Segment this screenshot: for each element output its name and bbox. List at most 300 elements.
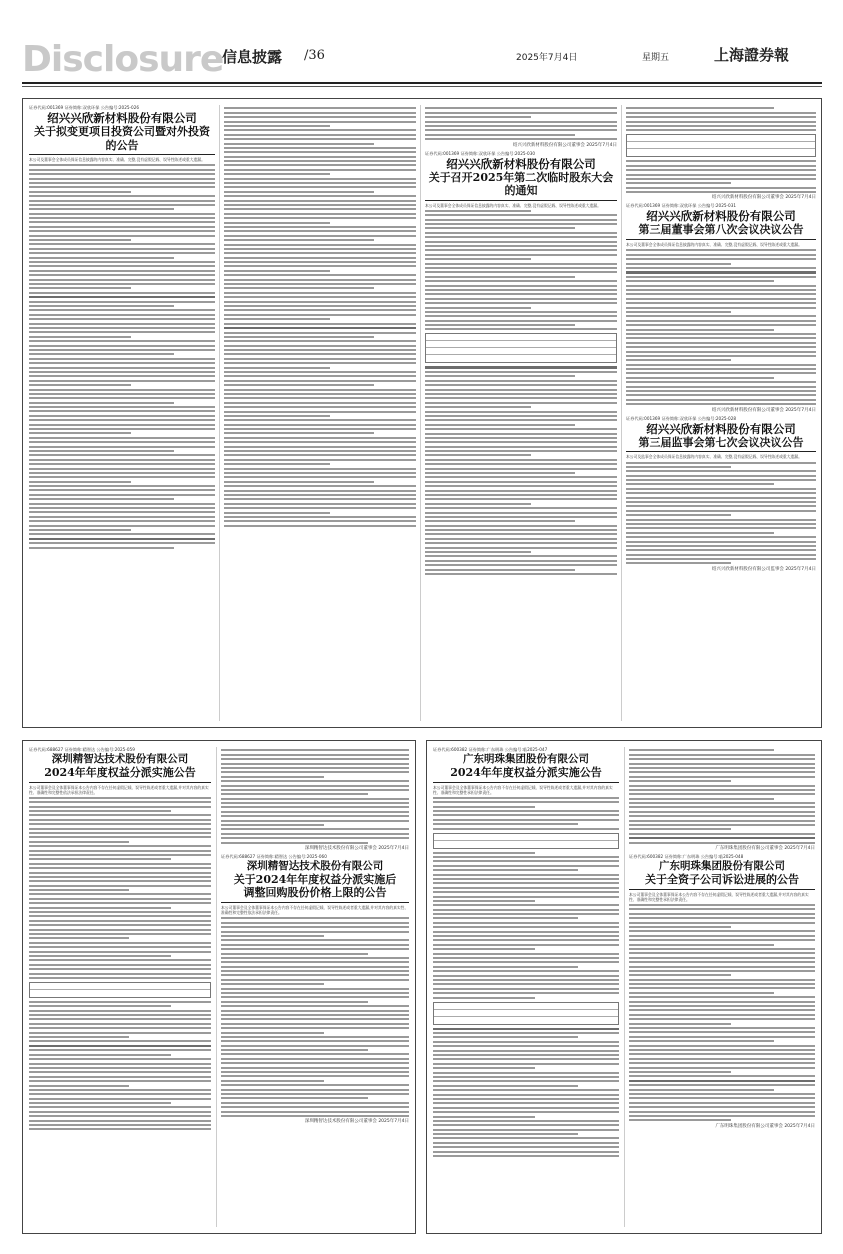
text-line — [425, 406, 531, 408]
text-line — [433, 957, 619, 959]
text-line — [629, 1084, 815, 1086]
text-line — [29, 1076, 211, 1078]
text-line — [626, 364, 816, 366]
text-line — [221, 1049, 368, 1051]
disclaimer-text: 本公司及董事会全体成员保证信息披露的内容真实、准确、完整,没有虚假记载、误导性陈述或重大遗漏。 — [626, 241, 802, 247]
text-line — [626, 394, 816, 396]
text-line — [626, 112, 816, 114]
text-line — [626, 107, 774, 109]
column-1 — [29, 105, 215, 721]
text-line — [224, 332, 416, 334]
text-line — [433, 1094, 619, 1096]
text-line — [433, 944, 619, 946]
text-line — [433, 1054, 619, 1056]
text-line — [29, 191, 131, 193]
text-line — [425, 375, 575, 377]
text-line — [221, 1093, 409, 1095]
body-text — [425, 107, 617, 140]
signature: 广东明珠集团股份有限公司董事会 2025年7月4日 — [715, 1123, 815, 1129]
text-line — [221, 824, 324, 826]
announcement-title: 关于召开2025年第二次临时股东大会的通知 — [428, 170, 614, 198]
text-line — [29, 331, 215, 333]
text-line — [221, 771, 409, 773]
text-line — [626, 462, 816, 464]
text-line — [425, 564, 617, 566]
text-line — [29, 806, 211, 808]
proxy-table — [626, 134, 816, 157]
text-line — [29, 279, 215, 281]
text-line — [221, 811, 409, 813]
text-line — [425, 320, 617, 322]
text-line — [224, 393, 416, 395]
text-line — [433, 1072, 619, 1074]
body-text — [433, 852, 619, 999]
text-line — [221, 820, 409, 822]
title-rule — [626, 239, 816, 240]
text-line — [433, 823, 578, 825]
title-rule — [425, 200, 617, 201]
text-line — [224, 516, 416, 518]
text-line — [29, 1049, 211, 1051]
announcement-block-guangdong-mingzhu — [426, 740, 822, 1234]
title-rule — [626, 451, 816, 452]
text-line — [629, 789, 815, 791]
text-line — [224, 362, 416, 364]
text-line — [224, 507, 416, 509]
text-line — [29, 243, 215, 245]
text-line — [626, 263, 731, 265]
text-line — [221, 798, 409, 800]
text-line — [433, 900, 535, 902]
text-line — [29, 1014, 211, 1016]
text-line — [626, 505, 816, 507]
text-line — [221, 1040, 409, 1042]
text-line — [29, 498, 174, 500]
title-rule — [29, 154, 215, 155]
text-line — [433, 1080, 619, 1082]
text-line — [224, 402, 416, 404]
text-line — [629, 1023, 731, 1025]
text-line — [433, 896, 619, 898]
body-text — [29, 1001, 211, 1131]
text-line — [425, 393, 617, 395]
text-line — [29, 437, 215, 439]
text-line — [425, 569, 575, 571]
text-line — [626, 386, 816, 388]
text-line — [221, 957, 409, 959]
text-line — [224, 244, 416, 246]
text-line — [425, 210, 531, 212]
text-line — [433, 1155, 619, 1157]
text-line — [221, 931, 409, 933]
text-line — [224, 287, 374, 289]
text-line — [433, 1076, 619, 1078]
text-line — [425, 542, 617, 544]
text-line — [224, 432, 374, 434]
text-line — [29, 819, 211, 821]
text-line — [425, 328, 617, 330]
text-line — [29, 353, 174, 355]
column-divider — [621, 105, 622, 721]
text-line — [29, 1058, 211, 1060]
text-line — [224, 389, 416, 391]
text-line — [433, 856, 619, 858]
body-text — [29, 164, 215, 548]
text-line — [29, 929, 211, 931]
text-line — [224, 494, 416, 496]
text-line — [224, 230, 416, 232]
text-line — [425, 245, 617, 247]
text-line — [221, 1097, 368, 1099]
text-line — [224, 125, 330, 127]
body-text — [626, 160, 816, 193]
text-line — [29, 323, 215, 325]
text-line — [221, 1036, 409, 1038]
text-line — [29, 169, 215, 171]
text-line — [29, 239, 131, 241]
text-line — [224, 476, 416, 478]
text-line — [629, 917, 815, 919]
text-line — [425, 223, 617, 225]
text-line — [629, 1045, 815, 1047]
text-line — [629, 771, 815, 773]
text-line — [433, 1129, 619, 1131]
text-line — [433, 865, 619, 867]
text-line — [629, 1058, 815, 1060]
signature: 绍兴兴欣新材料股份有限公司董事会 2025年7月4日 — [512, 142, 617, 148]
text-line — [29, 292, 215, 294]
text-line — [629, 1067, 815, 1069]
text-line — [433, 904, 619, 906]
text-line — [221, 1001, 368, 1003]
text-line — [29, 296, 215, 298]
text-line — [221, 758, 409, 760]
text-line — [224, 191, 374, 193]
text-line — [221, 763, 409, 765]
text-line — [425, 498, 617, 500]
text-line — [29, 489, 215, 491]
text-line — [425, 129, 617, 131]
text-line — [224, 186, 416, 188]
text-line — [29, 1023, 211, 1025]
text-line — [29, 1027, 211, 1029]
text-line — [224, 204, 416, 206]
text-line — [29, 182, 215, 184]
text-line — [626, 519, 816, 521]
text-line — [626, 523, 816, 525]
text-line — [29, 1010, 211, 1012]
text-line — [629, 828, 731, 830]
text-line — [221, 776, 324, 778]
text-line — [29, 1089, 211, 1091]
text-line — [224, 411, 416, 413]
text-line — [29, 1093, 211, 1095]
text-line — [29, 476, 215, 478]
text-line — [29, 459, 215, 461]
text-line — [425, 472, 575, 474]
text-line — [433, 1137, 619, 1139]
text-line — [29, 920, 211, 922]
text-line — [626, 351, 816, 353]
text-line — [224, 226, 416, 228]
text-line — [29, 1040, 211, 1042]
text-line — [425, 112, 617, 114]
signature: 绍兴兴欣新材料股份有限公司董事会 2025年7月4日 — [711, 407, 816, 413]
text-line — [29, 832, 211, 834]
text-line — [29, 533, 215, 535]
text-line — [221, 1084, 409, 1086]
text-line — [433, 939, 619, 941]
text-line — [433, 1116, 535, 1118]
disclaimer-text: 本公司董事会及全体董事保证本公告内容不存在任何虚假记载、误导性陈述或者重大遗漏,并对其内容的真实性、准确性和完整性依法承担法律责任。 — [29, 784, 209, 795]
text-line — [224, 375, 416, 377]
text-line — [425, 476, 617, 478]
text-line — [629, 806, 815, 808]
announcement-title: 第三届监事会第七次会议决议公告 — [638, 435, 804, 449]
text-line — [29, 814, 211, 816]
text-line — [29, 1054, 171, 1056]
text-line — [433, 852, 535, 854]
text-line — [425, 125, 617, 127]
text-line — [433, 819, 619, 821]
text-line — [425, 415, 617, 417]
text-line — [425, 507, 617, 509]
text-line — [29, 841, 129, 843]
text-line — [425, 437, 617, 439]
text-line — [626, 541, 816, 543]
text-line — [29, 257, 174, 259]
text-line — [629, 979, 815, 981]
text-line — [433, 988, 619, 990]
text-line — [629, 970, 815, 972]
text-line — [29, 907, 171, 909]
text-line — [626, 510, 816, 512]
text-line — [224, 270, 330, 272]
text-line — [425, 380, 617, 382]
text-line — [224, 252, 416, 254]
text-line — [29, 1063, 211, 1065]
text-line — [626, 399, 816, 401]
text-line — [433, 922, 619, 924]
text-line — [224, 151, 416, 153]
announcement-title: 关于全资子公司诉讼进展的公告 — [645, 873, 799, 887]
text-line — [29, 485, 215, 487]
header-rule — [22, 82, 822, 84]
text-line — [29, 915, 211, 917]
text-line — [29, 287, 131, 289]
text-line — [29, 885, 211, 887]
text-line — [29, 828, 211, 830]
body-text — [221, 917, 409, 1117]
text-line — [629, 811, 815, 813]
text-line — [425, 371, 617, 373]
text-line — [221, 979, 409, 981]
text-line — [433, 806, 535, 808]
text-line — [629, 908, 815, 910]
text-line — [224, 490, 416, 492]
text-line — [425, 459, 617, 461]
text-line — [224, 358, 416, 360]
text-line — [224, 274, 416, 276]
text-line — [29, 1032, 211, 1034]
text-line — [221, 828, 409, 830]
text-line — [29, 164, 215, 166]
text-line — [626, 307, 816, 309]
text-line — [629, 987, 815, 989]
text-line — [221, 1005, 409, 1007]
text-line — [425, 389, 617, 391]
text-line — [629, 974, 731, 976]
text-line — [29, 274, 215, 276]
announcement-title: 关于拟变更项目投资公司暨对外投资的公告 — [34, 125, 210, 152]
text-line — [626, 121, 816, 123]
text-line — [221, 1010, 409, 1012]
text-line — [29, 516, 215, 518]
text-line — [221, 785, 409, 787]
text-line — [224, 129, 416, 131]
text-line — [29, 384, 131, 386]
disclaimer-text: 本公司及监事会全体成员保证信息披露的内容真实、准确、完整,没有虚假记载、误导性陈述或重大遗漏。 — [626, 454, 802, 460]
text-line — [433, 1050, 619, 1052]
text-line — [629, 904, 815, 906]
text-line — [29, 424, 215, 426]
text-line — [626, 311, 731, 313]
text-line — [433, 1120, 619, 1122]
company-name: 广东明珠集团股份有限公司 — [463, 753, 589, 765]
text-line — [425, 463, 617, 465]
body-text — [224, 107, 416, 526]
text-line — [29, 836, 211, 838]
announcement-title: 关于2024年年度权益分派实施后 — [233, 872, 397, 886]
text-line — [425, 419, 617, 421]
text-line — [221, 1053, 409, 1055]
text-line — [29, 924, 211, 926]
announcement-meta: 证券代码:688627 证券简称:精智达 公告编号:2025-059 — [29, 747, 135, 752]
text-line — [224, 345, 416, 347]
text-line — [425, 551, 531, 553]
text-line — [224, 239, 374, 241]
title-rule — [221, 902, 409, 903]
text-line — [29, 204, 215, 206]
text-line — [626, 329, 774, 331]
text-line — [425, 441, 617, 443]
text-line — [29, 380, 215, 382]
announcement-block-xingxin — [22, 98, 822, 728]
text-line — [433, 1032, 619, 1034]
section-title: 信息披露 — [222, 48, 283, 66]
announcement-meta: 证券代码:001369 证券简称:双欣环保 公告编号:2025-031 — [626, 203, 737, 209]
text-line — [629, 1075, 815, 1077]
text-line — [433, 983, 619, 985]
text-line — [425, 512, 617, 514]
text-line — [221, 1111, 409, 1113]
text-line — [29, 1106, 211, 1108]
text-line — [626, 488, 816, 490]
company-name: 绍兴兴欣新材料股份有限公司 — [646, 421, 796, 436]
text-line — [224, 112, 416, 114]
text-line — [29, 318, 215, 320]
text-line — [629, 1031, 815, 1033]
text-line — [224, 261, 416, 263]
text-line — [629, 1001, 815, 1003]
text-line — [221, 837, 409, 839]
body-text — [629, 749, 815, 843]
text-line — [224, 503, 416, 505]
issue-date: 2025年7月4日 — [516, 53, 578, 63]
text-line — [425, 366, 617, 368]
text-line — [29, 178, 215, 180]
text-line — [425, 547, 617, 549]
body-text — [425, 366, 617, 575]
text-line — [224, 468, 416, 470]
text-line — [626, 276, 816, 278]
text-line — [433, 814, 619, 816]
text-line — [29, 419, 215, 421]
text-line — [425, 315, 617, 317]
share-change-table — [433, 1002, 619, 1025]
text-line — [629, 1062, 815, 1064]
text-line — [626, 368, 816, 370]
text-line — [626, 285, 816, 287]
text-line — [29, 1071, 211, 1073]
text-line — [29, 261, 215, 263]
text-line — [221, 1018, 409, 1020]
text-line — [626, 501, 816, 503]
text-line — [626, 165, 816, 167]
text-line — [629, 793, 815, 795]
text-line — [425, 298, 617, 300]
announcement-title: 2024年年度权益分派实施公告 — [44, 766, 196, 779]
text-line — [29, 1045, 211, 1047]
text-line — [29, 415, 215, 417]
text-line — [29, 314, 215, 316]
text-line — [433, 997, 535, 999]
text-line — [433, 1111, 619, 1113]
text-line — [626, 289, 816, 291]
text-line — [629, 763, 815, 765]
text-line — [626, 381, 816, 383]
text-line — [29, 305, 174, 307]
text-line — [29, 230, 215, 232]
text-line — [29, 525, 215, 527]
text-line — [433, 1089, 619, 1091]
text-line — [29, 823, 211, 825]
body-text — [626, 462, 816, 565]
text-line — [224, 305, 416, 307]
text-line — [425, 555, 617, 557]
dividend-date-table — [29, 982, 211, 998]
text-line — [626, 532, 774, 534]
text-line — [29, 898, 211, 900]
text-line — [425, 490, 617, 492]
text-line — [425, 494, 617, 496]
text-line — [221, 926, 409, 928]
text-line — [425, 433, 617, 435]
text-line — [433, 810, 619, 812]
text-line — [629, 833, 815, 835]
text-line — [29, 942, 211, 944]
text-line — [224, 446, 416, 448]
text-line — [221, 1058, 409, 1060]
text-line — [224, 485, 416, 487]
dividend-date-table — [433, 833, 619, 849]
text-line — [29, 951, 211, 953]
text-line — [29, 362, 215, 364]
text-line — [29, 547, 174, 549]
announcement-title: 2024年年度权益分派实施公告 — [450, 766, 602, 779]
text-line — [221, 970, 409, 972]
text-line — [29, 801, 211, 803]
